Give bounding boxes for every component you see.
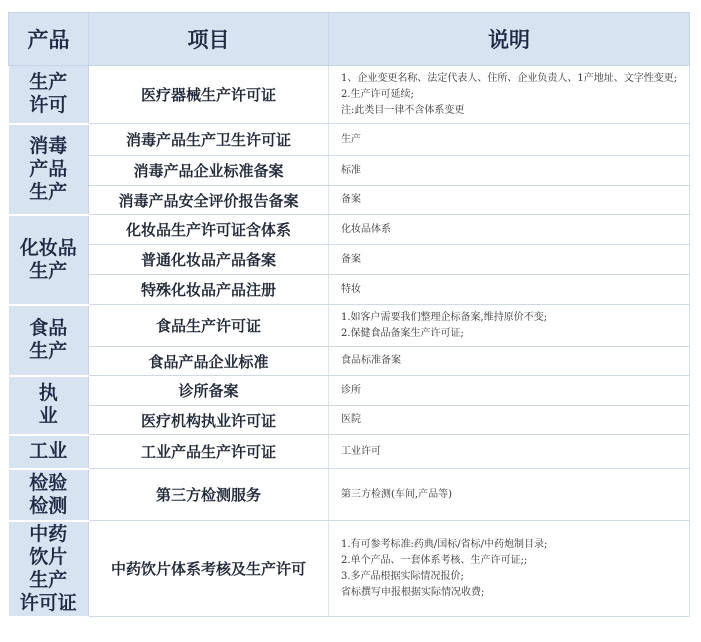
category-cell — [9, 124, 89, 215]
table-row — [9, 124, 690, 156]
table-header-row — [9, 13, 690, 66]
category-cell — [9, 469, 89, 521]
header-product: 产品 — [9, 13, 89, 66]
item-cell: 中药饮片体系考核及生产许可 — [89, 521, 329, 617]
description-line: 备案 — [341, 253, 361, 265]
description-cell — [329, 435, 690, 469]
description-line: 1.有可参考标准:药典/国标/省标/中药炮制目录; — [341, 538, 548, 550]
category-label-line: 产品 — [29, 157, 68, 180]
description-line: 2.生产许可延续; — [341, 88, 414, 100]
category-cell — [9, 305, 89, 376]
table-row — [9, 275, 690, 305]
table-row — [9, 347, 690, 376]
item-cell: 医疗机构执业许可证 — [89, 406, 329, 435]
description-cell — [329, 215, 690, 245]
category-label-line: 化妆品 — [19, 236, 77, 259]
description-cell — [329, 66, 690, 124]
description-line: 省标撰写申报根据实际情况收费; — [341, 586, 485, 598]
description-line: 1.如客户需要我们整理企标备案,维持原价不变; — [341, 311, 548, 323]
description-cell — [329, 376, 690, 406]
description-cell — [329, 156, 690, 186]
table-row — [9, 305, 690, 347]
description-line: 标准 — [341, 164, 361, 176]
category-label-line: 生产 — [29, 340, 68, 362]
description-line: 生产 — [341, 133, 361, 145]
description-cell — [329, 406, 690, 435]
item-cell: 食品产品企业标准 — [89, 347, 329, 376]
item-cell: 普通化妆品产品备案 — [89, 245, 329, 275]
category-label-line: 业 — [38, 405, 58, 427]
description-cell — [329, 305, 690, 347]
item-cell: 诊所备案 — [89, 376, 329, 406]
category-label-line: 许可证 — [19, 591, 77, 614]
category-label-line: 中药 — [29, 522, 68, 545]
description-cell — [329, 275, 690, 305]
table-row — [9, 245, 690, 275]
description-line: 化妆品体系 — [341, 223, 391, 235]
category-label-line: 许可 — [29, 94, 68, 117]
description-line: 1、企业变更名称、法定代表人、住所、企业负责人、1产地址、文字性变更; — [341, 72, 678, 84]
product-service-table — [8, 12, 689, 618]
category-label-line: 消毒 — [29, 134, 68, 157]
item-cell: 消毒产品企业标准备案 — [89, 156, 329, 186]
table-row — [9, 435, 690, 469]
table-row — [9, 521, 690, 617]
item-cell: 食品生产许可证 — [89, 305, 329, 347]
item-cell: 医疗器械生产许可证 — [89, 66, 329, 124]
description-line: 2.保健食品备案生产许可证; — [341, 327, 464, 339]
table-row — [9, 186, 690, 215]
item-cell: 第三方检测服务 — [89, 469, 329, 521]
table-row — [9, 66, 690, 124]
category-label-line: 食品 — [29, 317, 68, 339]
item-cell: 化妆品生产许可证含体系 — [89, 215, 329, 245]
description-cell — [329, 124, 690, 156]
item-cell: 工业产品生产许可证 — [89, 435, 329, 469]
description-line: 食品标准备案 — [341, 355, 401, 366]
category-label-line: 执 — [38, 382, 58, 404]
category-label-line: 生产 — [29, 71, 68, 94]
category-label-line: 生产 — [29, 259, 68, 282]
description-cell — [329, 521, 690, 617]
category-cell — [9, 521, 89, 617]
category-cell — [9, 215, 89, 305]
description-line: 诊所 — [341, 384, 361, 396]
category-label-line: 饮片 — [29, 545, 68, 568]
header-description: 说明 — [329, 13, 690, 66]
category-label-line: 工业 — [29, 440, 68, 462]
category-label-line: 检测 — [29, 494, 68, 517]
table-row — [9, 156, 690, 186]
category-label-line: 生产 — [29, 180, 68, 203]
table-row — [9, 469, 690, 521]
description-line: 医院 — [341, 414, 361, 425]
table-row — [9, 376, 690, 406]
table-row — [9, 215, 690, 245]
description-cell — [329, 245, 690, 275]
category-cell — [9, 66, 89, 124]
description-cell — [329, 186, 690, 215]
category-cell — [9, 435, 89, 469]
description-line: 备案 — [341, 194, 361, 205]
description-line: 注:此类目一律不含体系变更 — [341, 104, 465, 116]
description-line: 第三方检测(车间,产品等) — [341, 488, 452, 500]
item-cell: 特殊化妆品产品注册 — [89, 275, 329, 305]
item-cell: 消毒产品生产卫生许可证 — [89, 124, 329, 156]
description-cell — [329, 469, 690, 521]
description-line: 3.多产品根据实际情况报价; — [341, 570, 464, 582]
description-line: 2.单个产品、一套体系考核、生产许可证;; — [341, 554, 528, 566]
category-cell — [9, 376, 89, 435]
category-label-line: 生产 — [29, 568, 68, 591]
item-cell: 消毒产品安全评价报告备案 — [89, 186, 329, 215]
description-line: 特妆 — [341, 283, 361, 295]
description-cell — [329, 347, 690, 376]
description-line: 工业许可 — [341, 445, 381, 457]
table-row — [9, 406, 690, 435]
header-item: 项目 — [89, 13, 329, 66]
category-label-line: 检验 — [29, 471, 68, 494]
